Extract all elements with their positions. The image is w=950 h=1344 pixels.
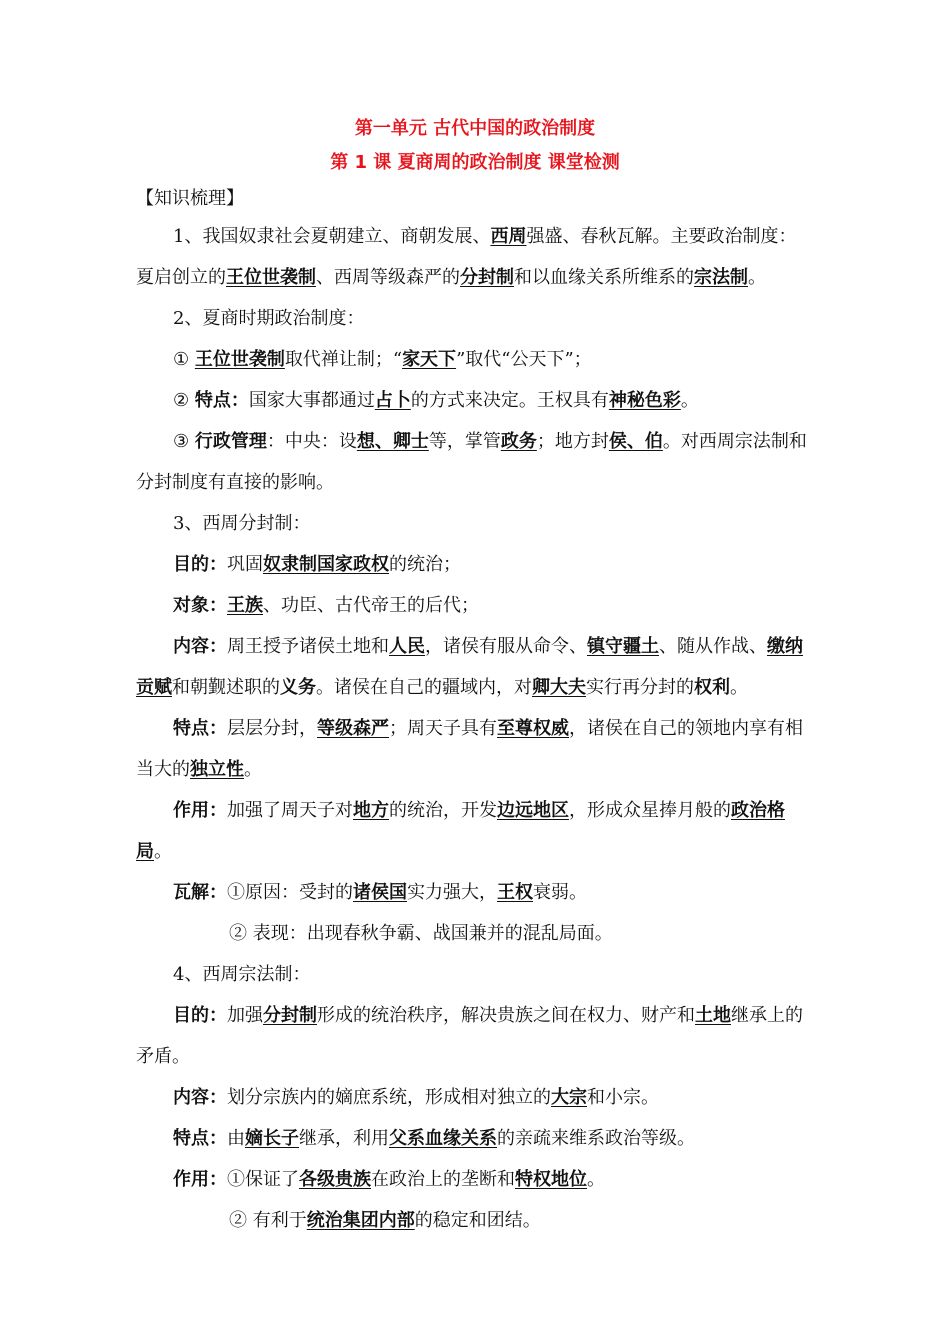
paragraph-3d: 特点：层层分封，等级森严；周天子具有至尊权威，诸侯在自己的领地内享有相当大的独立性。 (136, 718, 803, 780)
keyword: 王位世袭制 (226, 267, 316, 288)
keyword: 各级贵族 (299, 1169, 371, 1190)
keyword: 奴隶制国家政权 (263, 554, 389, 575)
item-label: 行政管理 (194, 431, 267, 452)
item-label: 作用： (173, 1169, 227, 1190)
paragraph-2b: ② 特点：国家大事都通过占卜的方式来决定。王权具有神秘色彩。 (173, 390, 699, 411)
keyword: 西周 (490, 226, 527, 247)
keyword: 镇守疆土 (587, 636, 659, 657)
keyword: 统治集团内部 (306, 1210, 415, 1231)
item-label: 目的： (173, 554, 227, 575)
keyword: 王权 (497, 882, 533, 903)
keyword: 诸侯国 (353, 882, 407, 903)
paragraph-3e: 作用：加强了周天子对地方的统治，开发边远地区，形成众星捧月般的政治格局。 (136, 800, 785, 862)
keyword: 特权地位 (515, 1169, 587, 1190)
paragraph-2c: ③ 行政管理：中央：设想、卿士等，掌管政务；地方封侯、伯。对西周宗法制和分封制度有直接的影响。 (136, 431, 807, 493)
keyword: 等级森严 (317, 718, 389, 739)
keyword: 王族 (227, 595, 263, 616)
keyword: 宗法制 (694, 267, 748, 288)
paragraph-4e: ② 有利于统治集团内部的稳定和团结。 (229, 1210, 541, 1231)
keyword: 至尊权威 (497, 718, 569, 739)
paragraph-4d: 作用：①保证了各级贵族在政治上的垄断和特权地位。 (173, 1169, 605, 1190)
item-label: 目的： (173, 1005, 227, 1026)
item-label: 特点： (173, 718, 227, 739)
paragraph-4a: 目的：加强分封制形成的统治秩序，解决贵族之间在权力、财产和土地继承上的矛盾。 (136, 1005, 803, 1067)
item-label: 瓦解： (173, 882, 227, 903)
keyword: 卿大夫 (532, 677, 586, 698)
keyword: 政治格局 (136, 800, 785, 862)
keyword: 大宗 (551, 1087, 587, 1108)
keyword: 占卜 (374, 390, 411, 411)
paragraph-2a: ① 王位世袭制取代禅让制；“家天下”取代“公天下”； (173, 349, 592, 370)
item-label: 特点： (194, 390, 249, 411)
keyword: 地方 (353, 800, 389, 821)
paragraph-3c: 内容：周王授予诸侯土地和人民，诸侯有服从命令、镇守疆土、随从作战、缴纳贡赋和朝觐述职的义务。诸侯在自己的疆域内，对卿大夫实行再分封的权利。 (136, 636, 803, 698)
paragraph-3a: 目的：巩固奴隶制国家政权的统治； (173, 554, 461, 575)
keyword: 神秘色彩 (608, 390, 681, 411)
item-label: 特点： (173, 1128, 227, 1149)
keyword: 家天下 (402, 349, 457, 370)
lesson-title: 第 1 课 夏商周的政治制度 课堂检测 (330, 152, 620, 173)
paragraph-4c: 特点：由嫡长子继承，利用父系血缘关系的亲疏来维系政治等级。 (173, 1128, 695, 1149)
keyword: 分封制 (460, 267, 514, 288)
keyword: 权利 (694, 677, 730, 698)
keyword: 缴纳贡赋 (136, 636, 803, 698)
keyword: 义务 (280, 677, 316, 698)
keyword: 侯、伯 (608, 431, 663, 452)
paragraph-4b: 内容：划分宗族内的嫡庶系统，形成相对独立的大宗和小宗。 (173, 1087, 659, 1108)
paragraph-3b: 对象：王族、功臣、古代帝王的后代； (173, 595, 479, 616)
keyword: 王位世袭制 (194, 349, 285, 370)
paragraph-3f: 瓦解：①原因：受封的诸侯国实力强大，王权衰弱。 (173, 882, 587, 903)
item-label: 内容： (173, 1087, 227, 1108)
keyword: 土地 (695, 1005, 731, 1026)
paragraph-1: 1、我国奴隶社会夏朝建立、商朝发展、西周强盛、春秋瓦解。主要政治制度：夏启创立的王位世袭制、西周等级森严的分封制和以血缘关系所维系的宗法制。 (136, 226, 797, 288)
paragraph-2-heading: 2、夏商时期政治制度： (173, 308, 365, 329)
item-label: 作用： (173, 800, 227, 821)
paragraph-4-heading: 4、西周宗法制： (173, 964, 311, 985)
paragraph-3g: ② 表现：出现春秋争霸、战国兼并的混乱局面。 (229, 923, 613, 944)
unit-title: 第一单元 古代中国的政治制度 (354, 118, 596, 139)
keyword: 人民 (389, 636, 425, 657)
keyword: 父系血缘关系 (389, 1128, 497, 1149)
keyword: 边远地区 (497, 800, 569, 821)
keyword: 政务 (500, 431, 537, 452)
section-label: 【知识梳理】 (136, 188, 244, 209)
keyword: 独立性 (190, 759, 244, 780)
keyword: 分封制 (263, 1005, 317, 1026)
paragraph-3-heading: 3、西周分封制： (173, 513, 311, 534)
item-label: 内容： (173, 636, 227, 657)
keyword: 想、卿士 (356, 431, 429, 452)
item-label: 对象： (173, 595, 227, 616)
keyword: 嫡长子 (245, 1128, 299, 1149)
